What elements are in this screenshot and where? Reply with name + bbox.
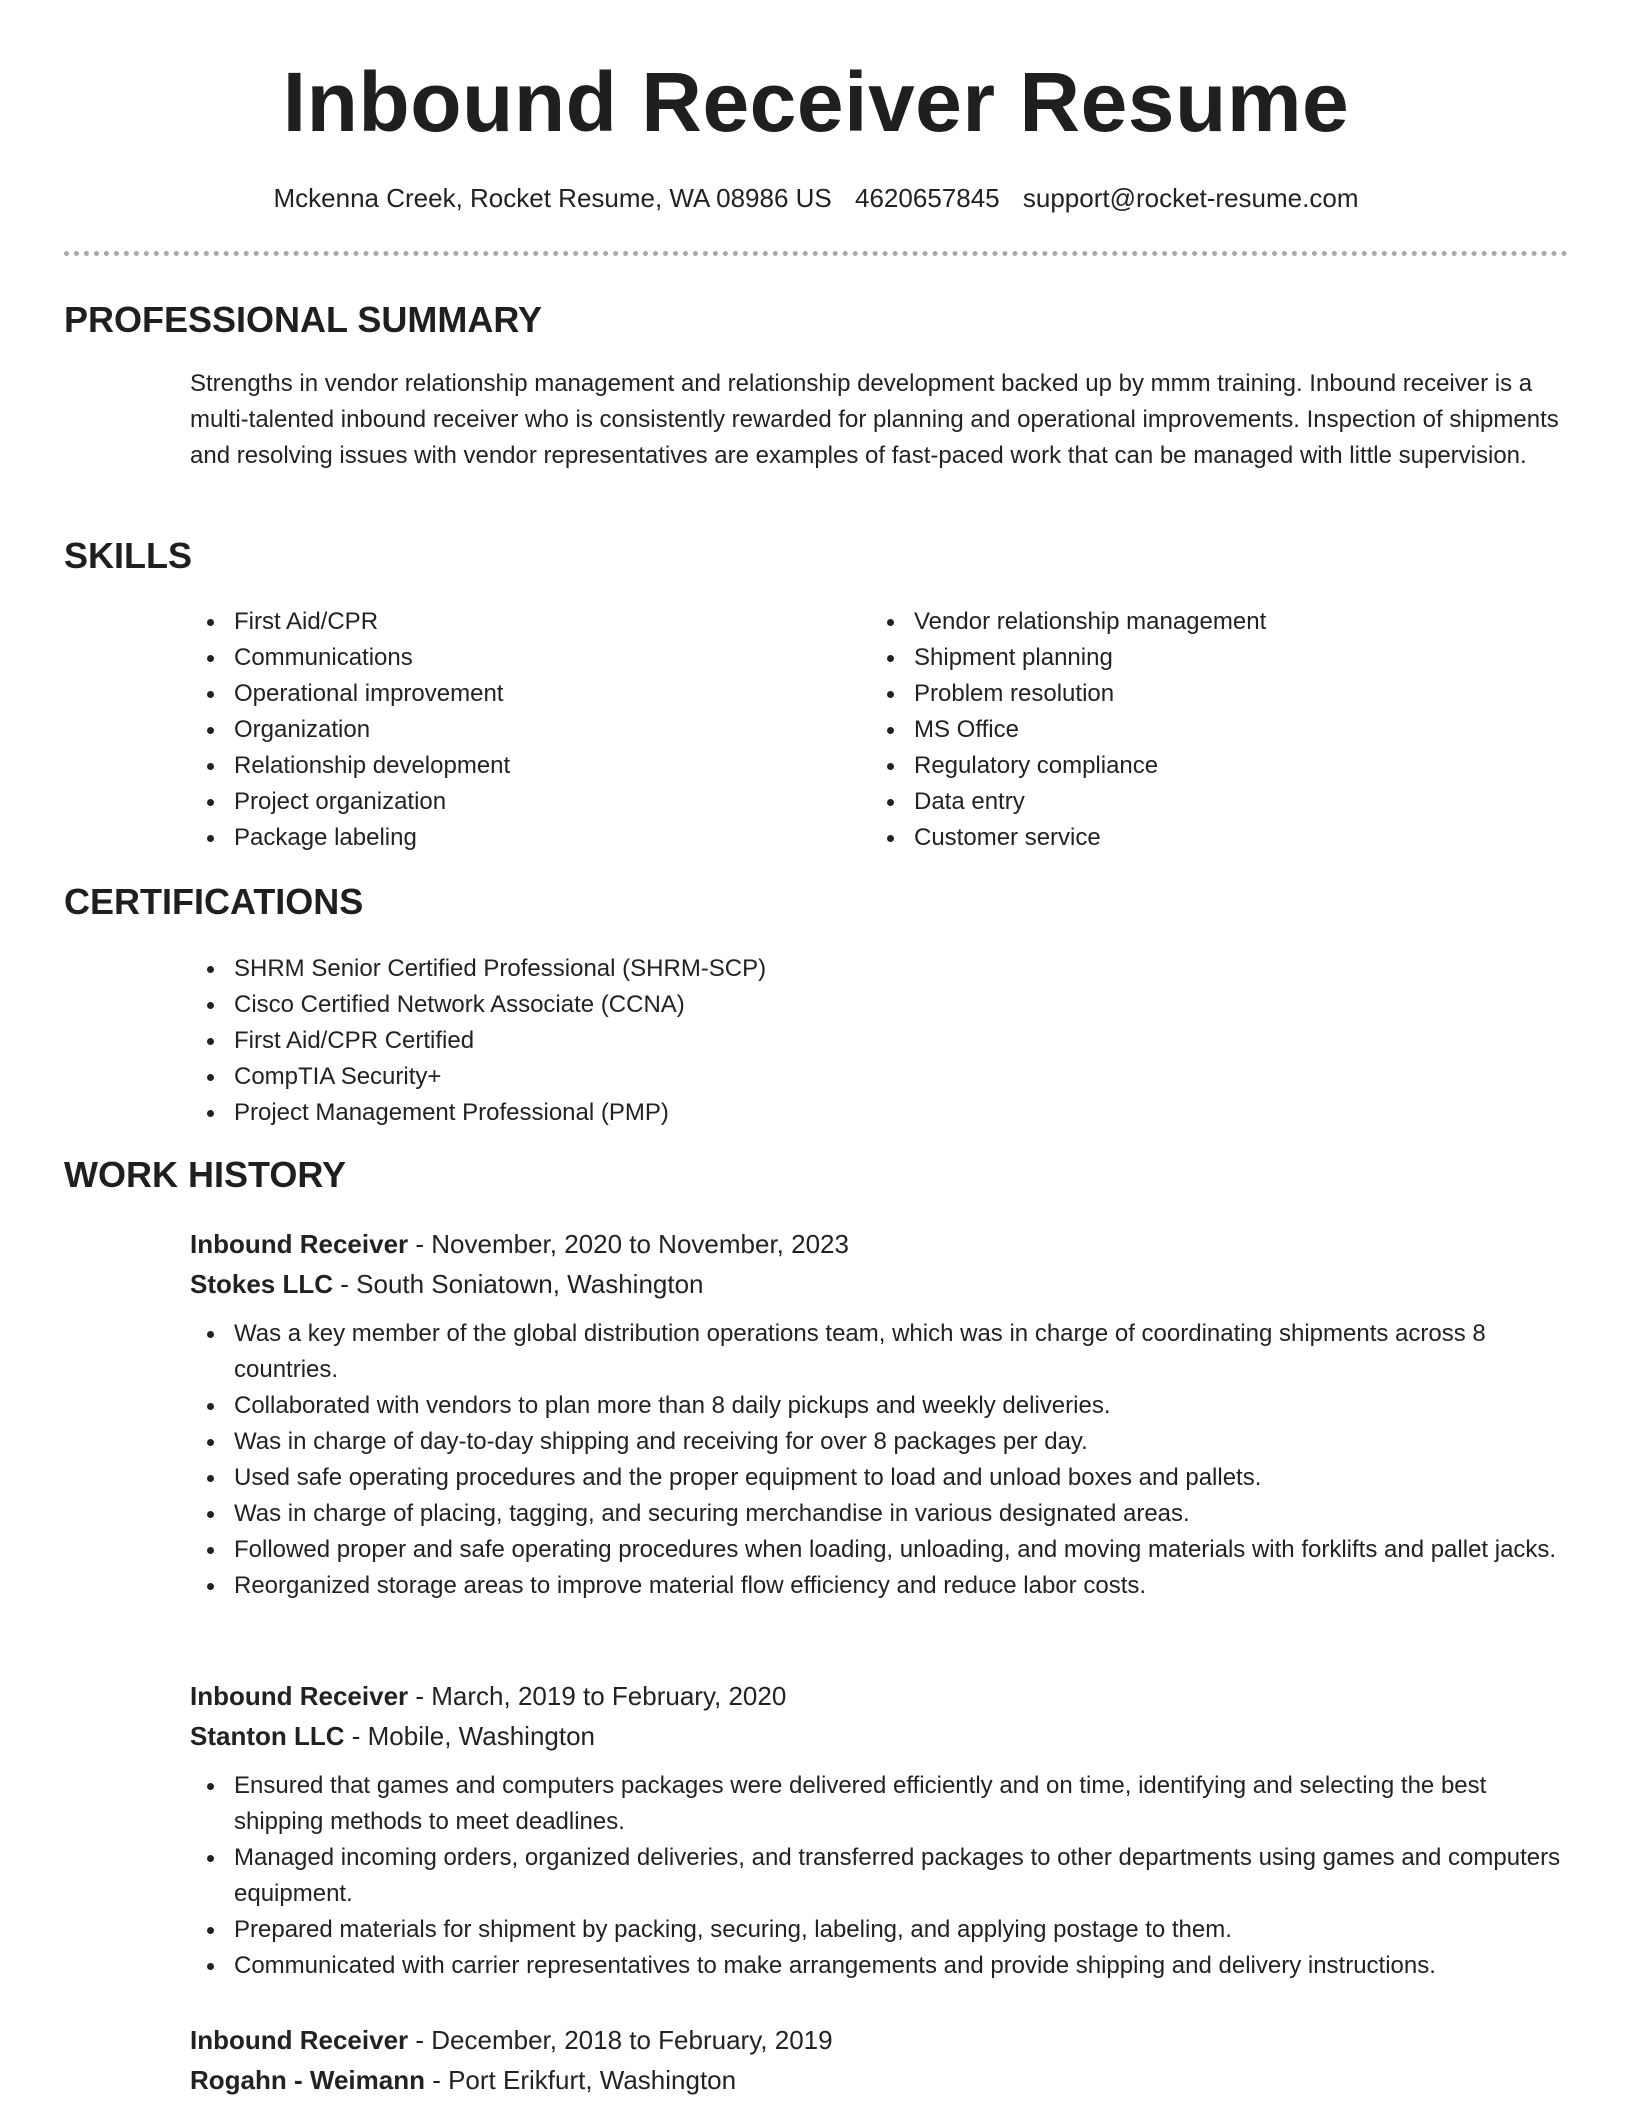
- job-location: - South Soniatown, Washington: [333, 1269, 704, 1299]
- job-duty: Collaborated with vendors to plan more than 8 daily pickups and weekly deliveries.: [190, 1388, 1570, 1424]
- job-duty: Reorganized storage areas to improve material flow efficiency and reduce labor costs.: [190, 1568, 1570, 1604]
- job-title-line: [190, 2020, 1570, 2060]
- job-company: Stokes LLC: [190, 1269, 334, 1299]
- job-location: - Port Erikfurt, Washington: [424, 2065, 737, 2095]
- summary-heading: PROFESSIONAL SUMMARY: [64, 299, 543, 340]
- certification-item: Cisco Certified Network Associate (CCNA): [190, 987, 1390, 1023]
- work-history-heading: WORK HISTORY: [64, 1154, 347, 1195]
- certifications-list: [190, 951, 1390, 1131]
- skill-item: Regulatory compliance: [870, 748, 1510, 784]
- job-entry: [190, 2020, 1570, 2100]
- skill-item: Relationship development: [190, 748, 830, 784]
- contact-address: Mckenna Creek, Rocket Resume, WA 08986 US: [273, 183, 832, 213]
- job-duty: Managed incoming orders, organized deliveries, and transferred packages to other departments using games and computers equipment.: [190, 1840, 1570, 1912]
- skill-item: Package labeling: [190, 820, 830, 856]
- job-title: Inbound Receiver: [190, 1681, 409, 1711]
- contact-info: [0, 180, 1632, 216]
- certification-item: CompTIA Security+: [190, 1059, 1390, 1095]
- job-duty: Prepared materials for shipment by packing, securing, labeling, and applying postage to them.: [190, 1912, 1570, 1948]
- certification-item: First Aid/CPR Certified: [190, 1023, 1390, 1059]
- skills-list-left: [190, 604, 830, 856]
- job-company-line: [190, 1264, 1570, 1304]
- job-duties-list: [190, 1768, 1570, 1984]
- job-entry: [190, 1224, 1570, 1604]
- job-duties-list: [190, 1316, 1570, 1604]
- skill-item: Organization: [190, 712, 830, 748]
- certification-item: SHRM Senior Certified Professional (SHRM-SCP): [190, 951, 1390, 987]
- job-dates: - December, 2018 to February, 2019: [408, 2025, 833, 2055]
- job-company: Stanton LLC: [190, 1721, 345, 1751]
- skill-item: Project organization: [190, 784, 830, 820]
- job-title: Inbound Receiver: [190, 2025, 409, 2055]
- contact-email: support@rocket-resume.com: [1022, 183, 1359, 213]
- skills-list-right: [870, 604, 1510, 856]
- skill-item: Vendor relationship management: [870, 604, 1510, 640]
- skills-heading: SKILLS: [64, 535, 193, 576]
- job-title: Inbound Receiver: [190, 1229, 409, 1259]
- job-dates: - November, 2020 to November, 2023: [408, 1229, 849, 1259]
- skill-item: Data entry: [870, 784, 1510, 820]
- job-company-line: [190, 1716, 1570, 1756]
- certifications-heading: CERTIFICATIONS: [64, 881, 364, 922]
- skill-item: Problem resolution: [870, 676, 1510, 712]
- job-company-line: [190, 2060, 1570, 2100]
- job-duty: Communicated with carrier representatives to make arrangements and provide shipping and delivery instructions.: [190, 1948, 1570, 1984]
- skill-item: MS Office: [870, 712, 1510, 748]
- skill-item: Communications: [190, 640, 830, 676]
- contact-phone: 4620657845: [855, 183, 1000, 213]
- certification-item: Project Management Professional (PMP): [190, 1095, 1390, 1131]
- job-duty: Ensured that games and computers packages were delivered efficiently and on time, identifying and selecting the best shipping methods to meet deadlines.: [190, 1768, 1570, 1840]
- skill-item: Shipment planning: [870, 640, 1510, 676]
- job-title-line: [190, 1224, 1570, 1264]
- job-duty: Followed proper and safe operating procedures when loading, unloading, and moving materials with forklifts and pallet jacks.: [190, 1532, 1570, 1568]
- header-divider: [64, 251, 1568, 256]
- resume-title: Inbound Receiver Resume: [282, 55, 1350, 149]
- job-duty: Was a key member of the global distribution operations team, which was in charge of coordinating shipments across 8 countries.: [190, 1316, 1570, 1388]
- skill-item: Operational improvement: [190, 676, 830, 712]
- job-duty: Was in charge of placing, tagging, and securing merchandise in various designated areas.: [190, 1496, 1570, 1532]
- job-dates: - March, 2019 to February, 2020: [408, 1681, 787, 1711]
- job-entry: [190, 1676, 1570, 1984]
- job-location: - Mobile, Washington: [344, 1721, 596, 1751]
- job-duty: Was in charge of day-to-day shipping and receiving for over 8 packages per day.: [190, 1424, 1570, 1460]
- summary-text: Strengths in vendor relationship management and relationship development backed up by mmm training. Inbound receiver is a multi-talented inbound receiver who is consistently rewarded for planning and operational improvements. Inspection of shipments and resolving issues with vendor representatives are examples of fast-paced work that can be managed with little supervision.: [190, 370, 1559, 469]
- skill-item: Customer service: [870, 820, 1510, 856]
- job-title-line: [190, 1676, 1570, 1716]
- job-company: Rogahn - Weimann: [190, 2065, 425, 2095]
- job-duty: Used safe operating procedures and the proper equipment to load and unload boxes and pallets.: [190, 1460, 1570, 1496]
- skill-item: First Aid/CPR: [190, 604, 830, 640]
